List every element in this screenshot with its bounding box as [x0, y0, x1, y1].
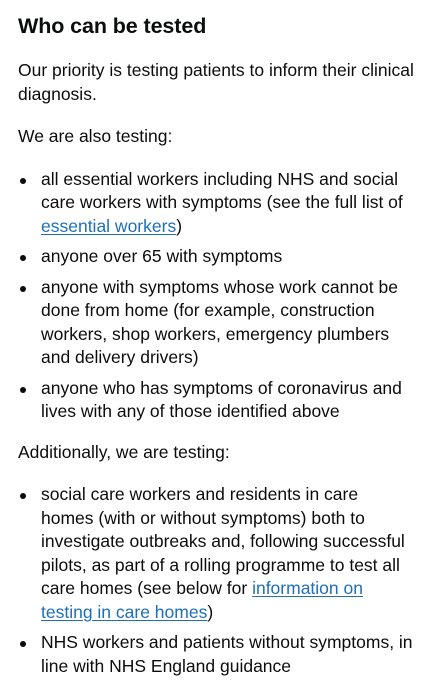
- also-testing-label: We are also testing:: [18, 126, 173, 146]
- list-item-text: social care workers and residents in care homes (with or without symptoms) both to investigate outbreaks and, following successful pilots, as part of a rolling programme to test all care homes (see below for: [41, 484, 405, 598]
- list-item: [41, 168, 414, 239]
- additionally-list: [18, 483, 414, 678]
- essential-workers-link[interactable]: essential workers: [41, 215, 177, 236]
- list-item-text: all essential workers including NHS and social care workers with symptoms (see the full list of: [41, 168, 403, 212]
- list-item: [41, 276, 414, 370]
- also-testing-list: [18, 168, 414, 424]
- care-homes-testing-link[interactable]: information on testing in care homes: [41, 578, 363, 622]
- additionally-label: Additionally, we are testing:: [18, 441, 230, 462]
- list-item: [41, 377, 414, 424]
- section-heading: Who can be tested: [18, 14, 207, 38]
- bullet-icon: [20, 255, 26, 261]
- list-item-text: anyone who has symptoms of coronavirus and lives with any of those identified above: [41, 377, 402, 421]
- list-item: [41, 483, 414, 624]
- list-item-text: NHS workers and patients without symptoms, in line with NHS England guidance: [41, 632, 413, 676]
- list-item: [41, 631, 414, 678]
- list-item-text: anyone with symptoms whose work cannot be done from home (for example, construction workers, shop workers, emergency plumbers and delivery drivers): [41, 276, 398, 367]
- intro-paragraph: Our priority is testing patients to inform their clinical diagnosis.: [18, 60, 414, 104]
- list-item-text: anyone over 65 with symptoms: [41, 246, 283, 266]
- list-item-text-end: ): [176, 215, 183, 236]
- list-item-text-end: ): [207, 601, 214, 622]
- bullet-icon: [20, 641, 26, 647]
- bullet-icon: [20, 493, 26, 499]
- bullet-icon: [20, 387, 26, 393]
- list-item: [41, 245, 414, 269]
- bullet-icon: [20, 286, 26, 292]
- bullet-icon: [20, 178, 26, 184]
